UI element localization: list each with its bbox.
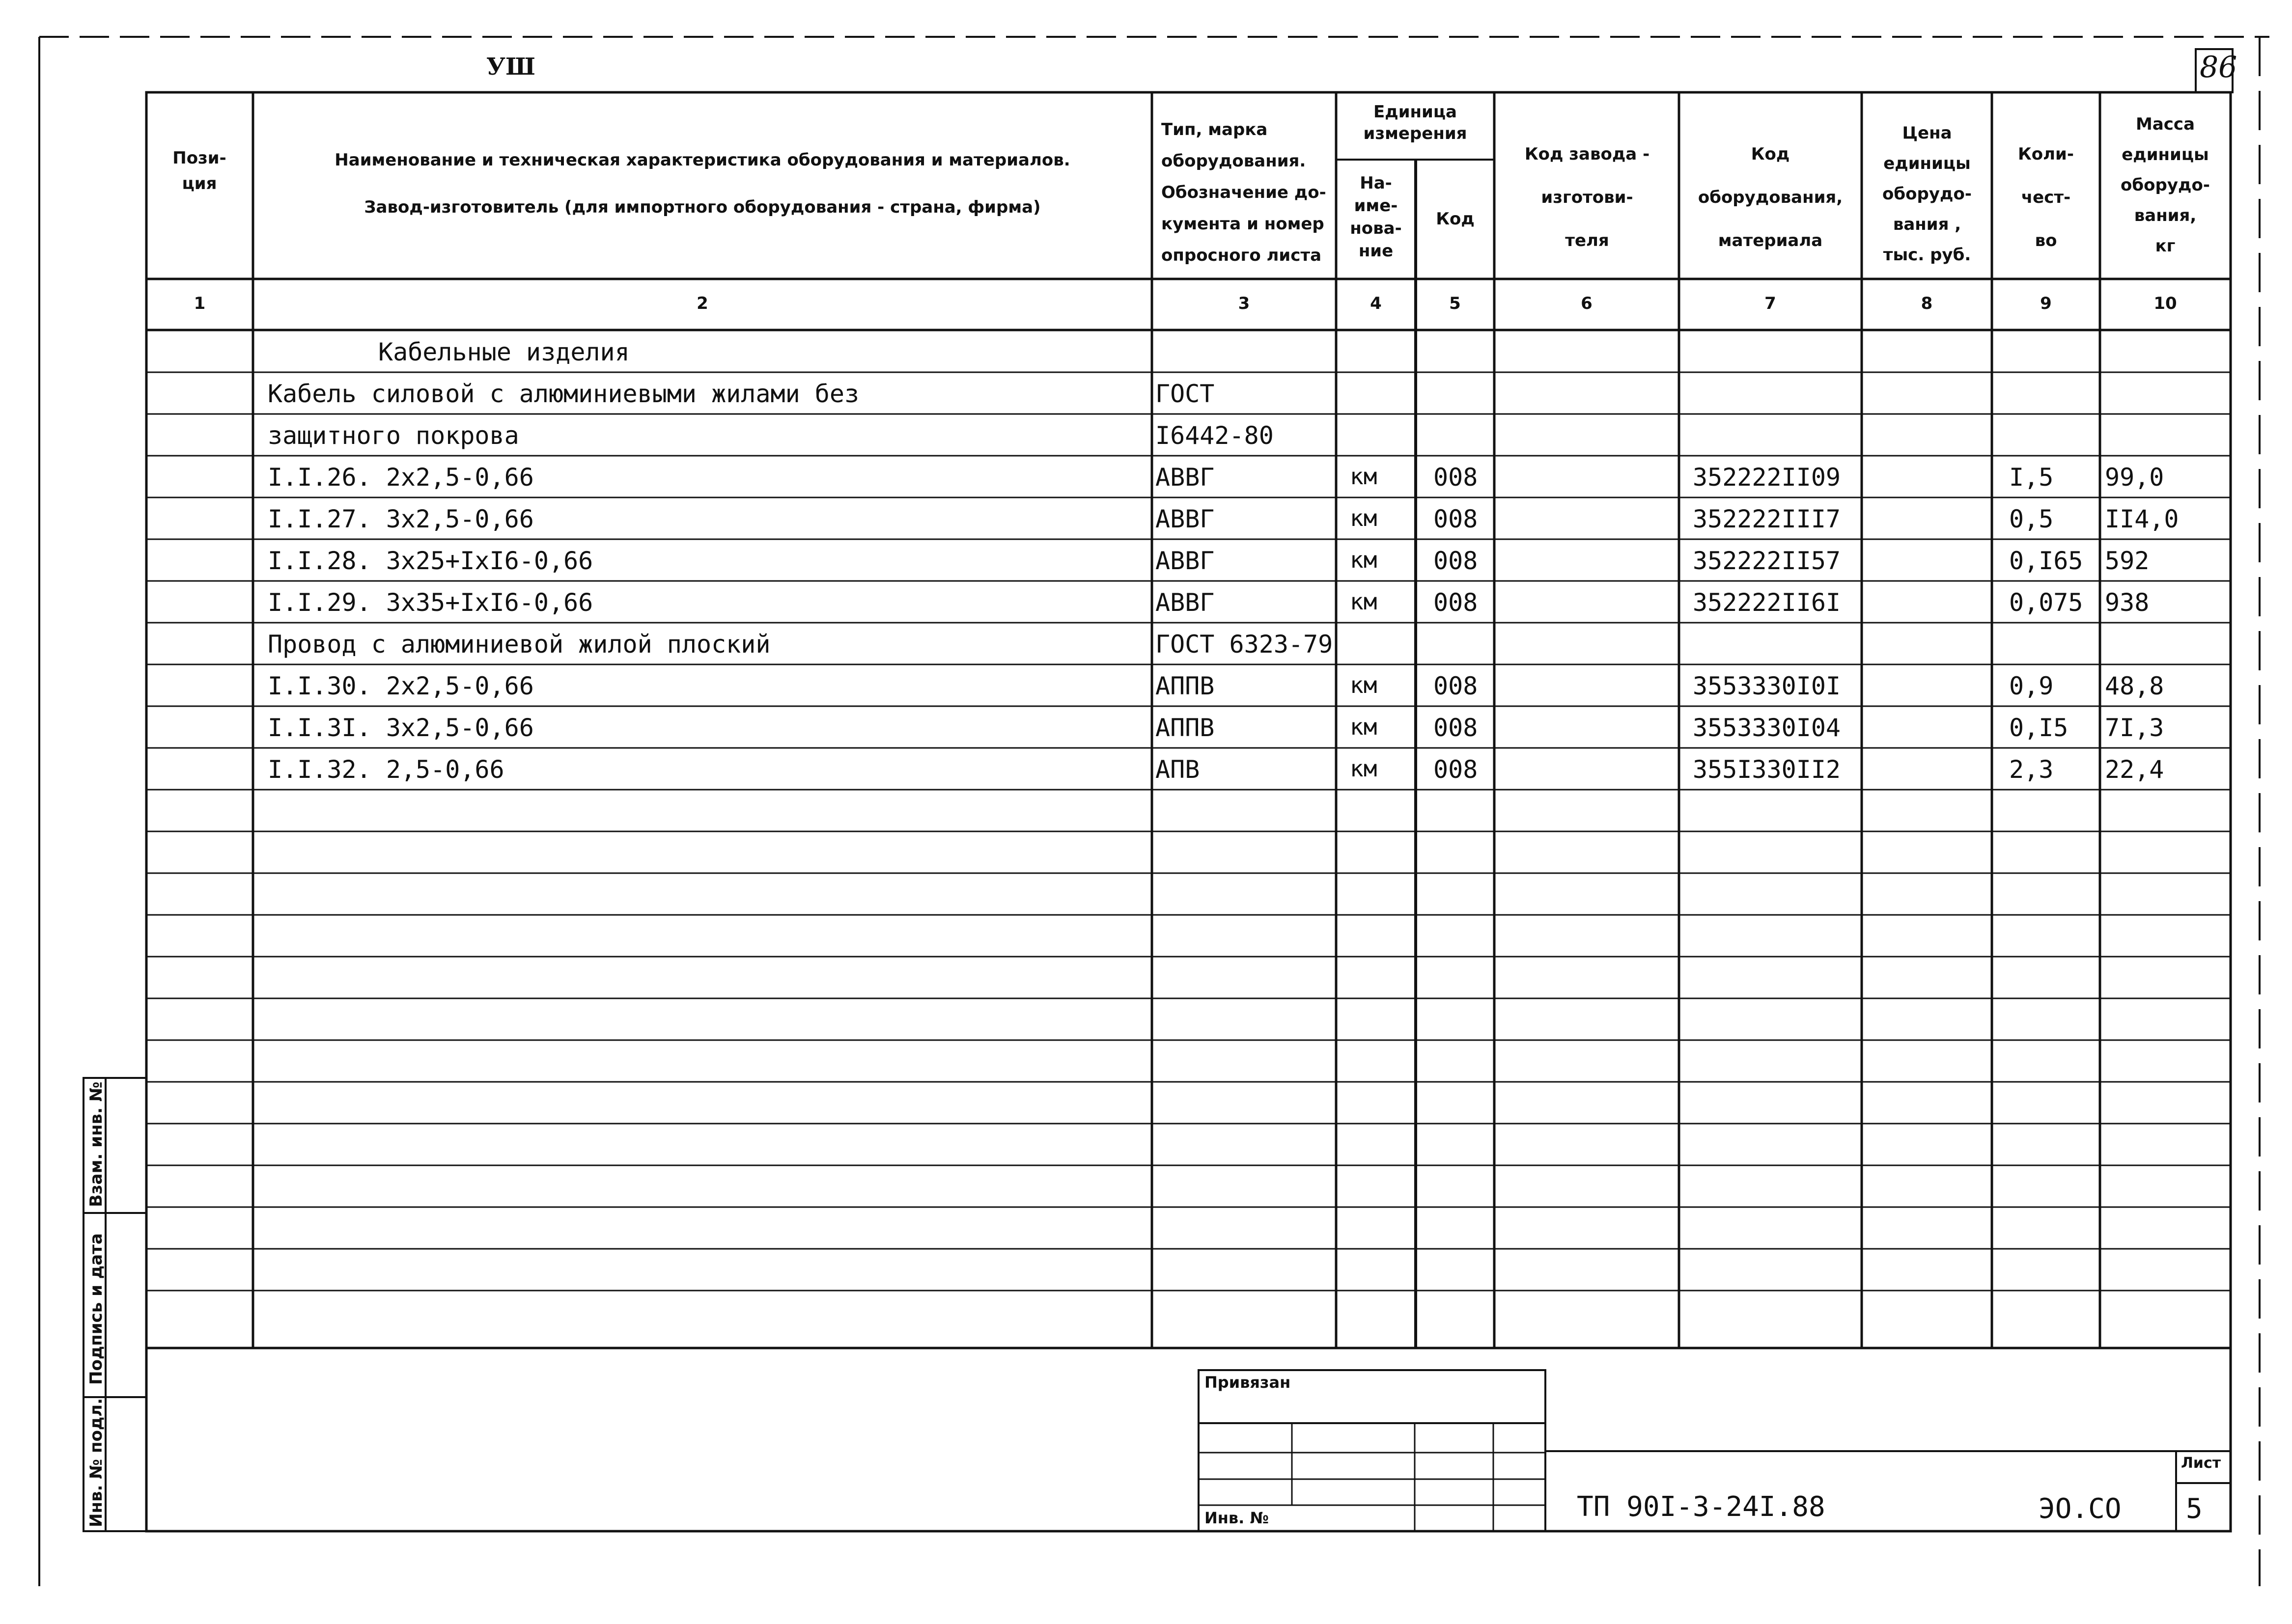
stamp-inv-no: Инв. №: [1204, 1509, 1269, 1527]
cell-code: 352222II09: [1693, 463, 1841, 492]
cell-unit-code: 008: [1433, 463, 1478, 492]
cell-qty: 0,9: [2009, 672, 2054, 700]
header-col9: Коли- чест- во: [2018, 144, 2074, 250]
cell-code: 3553330I0I: [1693, 672, 1841, 700]
header-col10: Масса единицы оборудо- вания, кг: [2121, 114, 2210, 256]
cell-name: Провод с алюминиевой жилой плоский: [268, 630, 771, 659]
cell-mass: 592: [2105, 547, 2150, 575]
cell-qty: 0,5: [2009, 505, 2054, 533]
cell-name: Кабельные изделия: [378, 338, 630, 366]
cell-type: АВВГ: [1155, 547, 1215, 575]
cell-unit-code: 008: [1433, 547, 1478, 575]
cell-type: АППВ: [1155, 714, 1215, 742]
cell-type: АВВГ: [1155, 505, 1215, 533]
cell-unit-code: 008: [1433, 672, 1478, 700]
cell-unit: км: [1350, 672, 1377, 698]
cell-unit: км: [1350, 547, 1377, 573]
header-col6: Код завода - изготови- теля: [1524, 144, 1650, 250]
side-stamp-sign-date: Подпись и дата: [86, 1233, 106, 1385]
side-stamp-inv-podl: Инв. № подл.: [86, 1398, 106, 1527]
cell-type: АВВГ: [1155, 588, 1215, 617]
header-col2: Наименование и техническая характеристика оборудования и материалов. Завод-изготовитель (для импортного оборудования - страна, фирма): [335, 150, 1070, 217]
cell-unit: км: [1350, 588, 1377, 615]
cell-mass: II4,0: [2105, 505, 2179, 533]
cell-type: АПВ: [1155, 755, 1200, 784]
cell-unit-code: 008: [1433, 714, 1478, 742]
cell-unit: км: [1350, 505, 1377, 531]
header-unit-group: Единица измерения: [1363, 102, 1467, 143]
cell-type: АВВГ: [1155, 463, 1215, 492]
cell-name: I.I.28. 3x25+IxI6-0,66: [268, 547, 593, 575]
cell-mass: 48,8: [2105, 672, 2164, 700]
cell-code: 3553330I04: [1693, 714, 1841, 742]
cell-code: 352222II6I: [1693, 588, 1841, 617]
stamp-privyazan: Привязан: [1204, 1373, 1291, 1392]
document-mark: ЭО.СО: [2039, 1493, 2122, 1525]
cell-qty: 0,I65: [2009, 547, 2083, 575]
column-number: 7: [1764, 294, 1776, 313]
column-number: 10: [2153, 294, 2177, 313]
column-number: 4: [1370, 294, 1382, 313]
column-number: 8: [1921, 294, 1933, 313]
cell-qty: 0,I5: [2009, 714, 2068, 742]
cell-unit-code: 008: [1433, 505, 1478, 533]
cell-name: I.I.30. 2x2,5-0,66: [268, 672, 534, 700]
cell-code: 352222II57: [1693, 547, 1841, 575]
sheet-label: Лист: [2181, 1455, 2221, 1472]
sheet-number: 5: [2186, 1493, 2203, 1525]
page-number-handwritten: 86: [2200, 50, 2237, 84]
cell-mass: 938: [2105, 588, 2150, 617]
cell-qty: I,5: [2009, 463, 2054, 492]
cell-qty: 2,3: [2009, 755, 2054, 784]
header-col8: Цена единицы оборудо- вания , тыс. руб.: [1882, 123, 1972, 265]
column-number: 5: [1449, 294, 1461, 313]
side-stamp-zam-inv: Взам. инв. №: [86, 1081, 106, 1207]
cell-mass: 7I,3: [2105, 714, 2164, 742]
cell-mass: 99,0: [2105, 463, 2164, 492]
cell-name: I.I.26. 2x2,5-0,66: [268, 463, 534, 492]
cell-name: Кабель силовой с алюминиевыми жилами без: [268, 380, 860, 408]
cell-code: 352222III7: [1693, 505, 1841, 533]
column-number: 2: [697, 294, 708, 313]
cell-name: I.I.3I. 3x2,5-0,66: [268, 714, 534, 742]
header-col5: Код: [1436, 209, 1475, 229]
cell-qty: 0,075: [2009, 588, 2083, 617]
column-number: 9: [2040, 294, 2052, 313]
cell-type: ГОСТ 6323-79: [1155, 630, 1333, 659]
cell-type: I6442-80: [1155, 421, 1274, 450]
column-number: 3: [1238, 294, 1250, 313]
document-code: ТП 90I-3-24I.88: [1577, 1491, 1825, 1523]
section-mark: УШ: [486, 53, 535, 81]
cell-unit-code: 008: [1433, 755, 1478, 784]
header-col3: Тип, марка оборудования. Обозначение до- кумента и номер опросного листа: [1161, 120, 1326, 265]
cell-name: I.I.32. 2,5-0,66: [268, 755, 504, 784]
header-col4: На- име- нова- ние: [1350, 173, 1402, 261]
cell-code: 355I330II2: [1693, 755, 1841, 784]
cell-name: I.I.27. 3x2,5-0,66: [268, 505, 534, 533]
column-number: 1: [194, 294, 206, 313]
cell-name: I.I.29. 3x35+IxI6-0,66: [268, 588, 593, 617]
cell-unit: км: [1350, 463, 1377, 490]
column-number: 6: [1581, 294, 1593, 313]
cell-type: ГОСТ: [1155, 380, 1215, 408]
cell-type: АППВ: [1155, 672, 1215, 700]
header-col1: Пози- ция: [172, 148, 226, 193]
cell-name: защитного покрова: [268, 421, 519, 450]
cell-unit: км: [1350, 714, 1377, 740]
cell-unit: км: [1350, 755, 1377, 782]
cell-unit-code: 008: [1433, 588, 1478, 617]
header-col7: Код оборудования, материала: [1698, 144, 1843, 250]
cell-mass: 22,4: [2105, 755, 2164, 784]
